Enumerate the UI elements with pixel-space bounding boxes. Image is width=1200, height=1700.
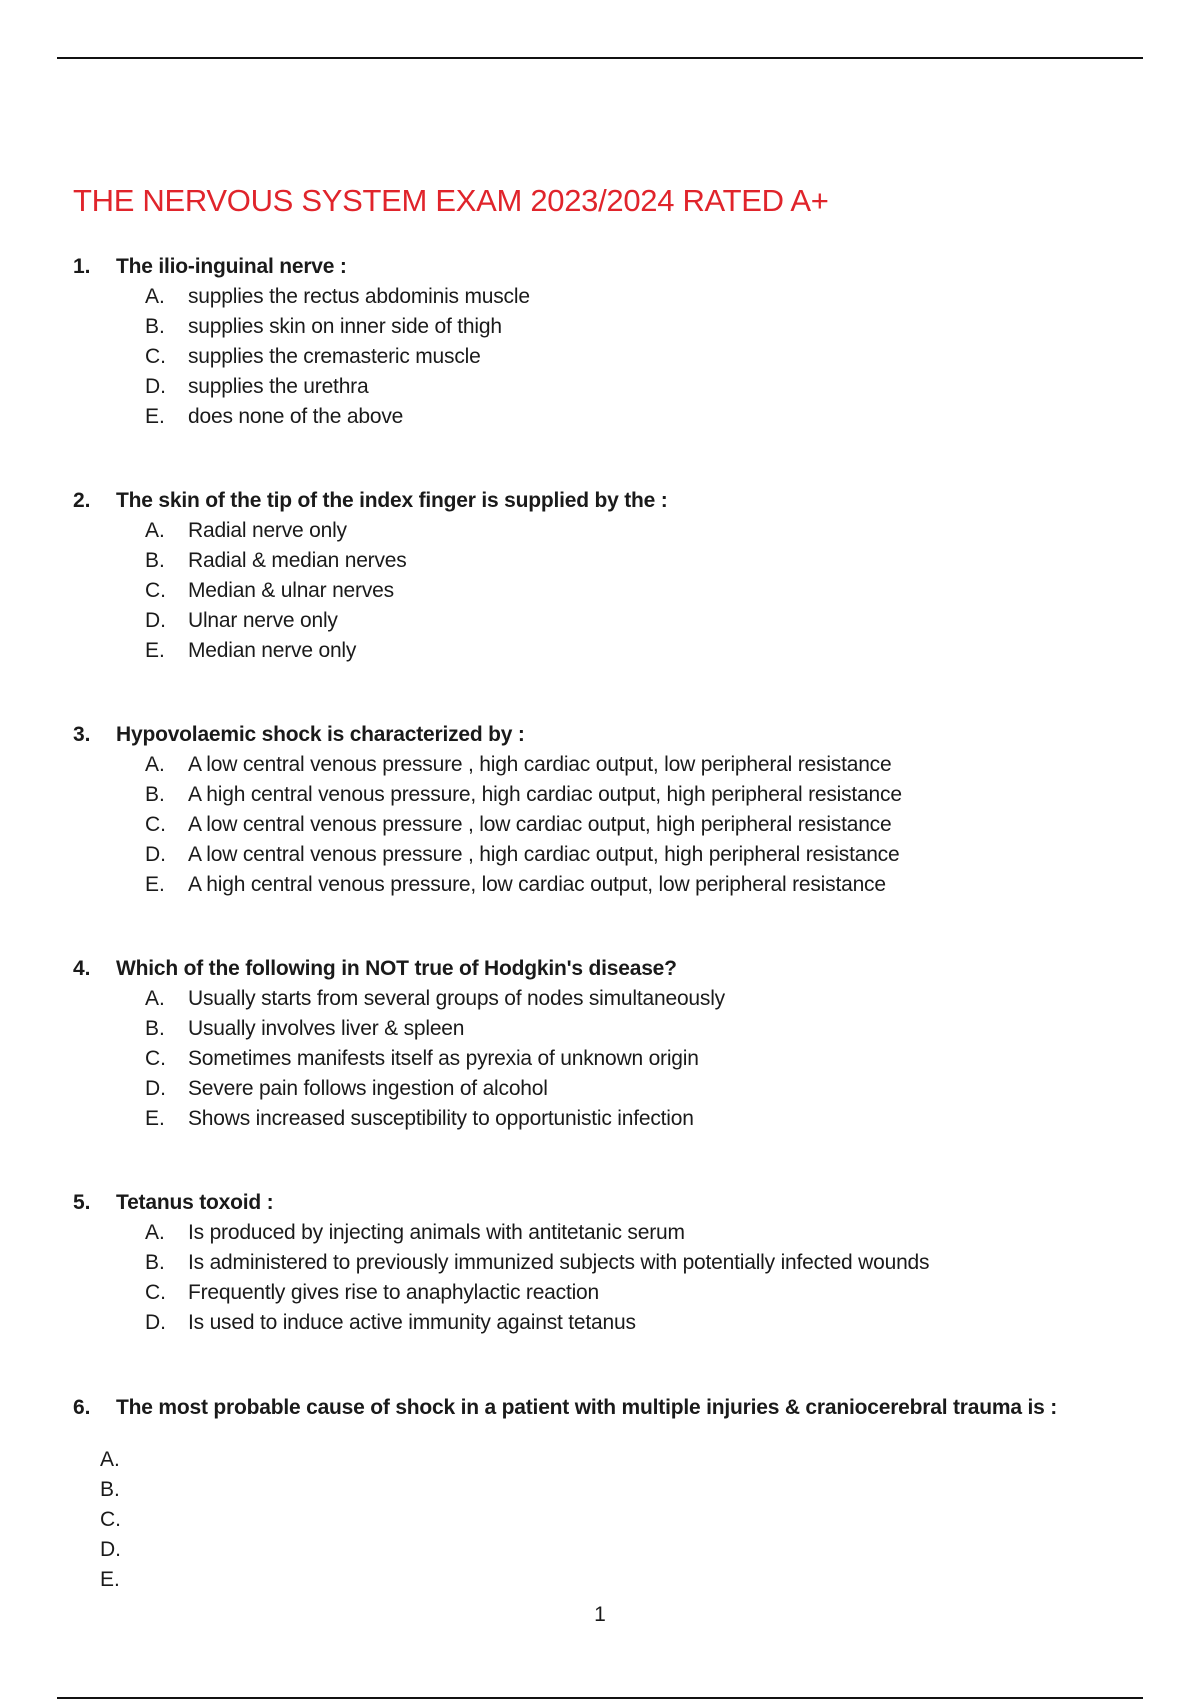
question-5 [73, 1188, 1153, 1338]
option-text: A high central venous pressure, high cardiac output, high peripheral resistance [188, 783, 902, 806]
option-text: Severe pain follows ingestion of alcohol [188, 1077, 548, 1100]
option-text: Median & ulnar nerves [188, 579, 394, 602]
question-4 [73, 954, 1153, 1134]
option-c [73, 1044, 1153, 1074]
option-list [73, 984, 1153, 1134]
option-d [73, 840, 1153, 870]
question-number: 1. [73, 255, 91, 278]
option-text: Is produced by injecting animals with antitetanic serum [188, 1221, 685, 1244]
option-letter: D. [100, 1538, 121, 1561]
option-letter: D. [145, 1311, 166, 1334]
option-letter: B. [145, 1017, 165, 1040]
option-text: Is administered to previously immunized subjects with potentially infected wounds [188, 1251, 930, 1274]
question-number: 3. [73, 723, 91, 746]
question-1 [73, 252, 1153, 432]
option-text: A low central venous pressure , high cardiac output, low peripheral resistance [188, 753, 892, 776]
option-letter: C. [145, 579, 166, 602]
option-a [73, 1218, 1153, 1248]
option-letter: D. [145, 843, 166, 866]
option-letter: B. [145, 315, 165, 338]
option-b [73, 1475, 1153, 1505]
option-letter: C. [100, 1508, 121, 1531]
option-letter: A. [145, 987, 165, 1010]
option-letter: A. [145, 285, 165, 308]
question-3 [73, 720, 1153, 900]
question-text: Hypovolaemic shock is characterized by : [116, 723, 525, 746]
option-c [73, 342, 1153, 372]
page-number: 1 [594, 1603, 606, 1626]
option-letter: D. [145, 609, 166, 632]
option-d [73, 606, 1153, 636]
question-6 [73, 1393, 1153, 1595]
option-d [73, 1535, 1153, 1565]
question-number: 6. [73, 1396, 91, 1419]
option-a [73, 750, 1153, 780]
option-list [73, 750, 1153, 900]
option-a [73, 984, 1153, 1014]
option-letter: A. [145, 519, 165, 542]
option-list [73, 1218, 1153, 1338]
option-text: Usually involves liver & spleen [188, 1017, 465, 1040]
option-c [73, 576, 1153, 606]
question-text: The most probable cause of shock in a patient with multiple injuries & craniocerebral trauma is : [116, 1396, 1057, 1419]
question-header [73, 252, 1153, 282]
option-letter: D. [145, 1077, 166, 1100]
question-header [73, 954, 1153, 984]
option-letter: C. [145, 1281, 166, 1304]
option-list [73, 282, 1153, 432]
option-text: Radial & median nerves [188, 549, 407, 572]
option-text: Is used to induce active immunity against tetanus [188, 1311, 636, 1334]
option-letter: E. [145, 405, 165, 428]
option-a [73, 516, 1153, 546]
question-text: The skin of the tip of the index finger is supplied by the : [116, 489, 668, 512]
option-letter: C. [145, 813, 166, 836]
option-d [73, 1074, 1153, 1104]
option-letter: C. [145, 345, 166, 368]
question-text: Tetanus toxoid : [116, 1191, 274, 1214]
option-a [73, 1445, 1153, 1475]
option-b [73, 1014, 1153, 1044]
option-text: supplies the cremasteric muscle [188, 345, 481, 368]
option-text: Sometimes manifests itself as pyrexia of unknown origin [188, 1047, 699, 1070]
option-e [73, 1104, 1153, 1134]
option-letter: D. [145, 375, 166, 398]
question-header [73, 720, 1153, 750]
option-letter: A. [145, 753, 165, 776]
question-number: 5. [73, 1191, 91, 1214]
option-b [73, 780, 1153, 810]
option-e [73, 636, 1153, 666]
option-text: A low central venous pressure , high cardiac output, high peripheral resistance [188, 843, 900, 866]
option-b [73, 546, 1153, 576]
option-text: A high central venous pressure, low cardiac output, low peripheral resistance [188, 873, 886, 896]
question-number: 2. [73, 489, 91, 512]
option-text: does none of the above [188, 405, 404, 428]
option-letter: E. [145, 639, 165, 662]
option-e [73, 1565, 1153, 1595]
option-text: Ulnar nerve only [188, 609, 338, 632]
option-letter: E. [145, 873, 165, 896]
option-text: supplies the rectus abdominis muscle [188, 285, 530, 308]
option-d [73, 1308, 1153, 1338]
option-b [73, 1248, 1153, 1278]
option-letter: B. [100, 1478, 120, 1501]
option-c [73, 810, 1153, 840]
option-letter: A. [145, 1221, 165, 1244]
option-a [73, 282, 1153, 312]
option-text: Frequently gives rise to anaphylactic reaction [188, 1281, 600, 1304]
option-text: supplies the urethra [188, 375, 369, 398]
option-e [73, 870, 1153, 900]
page-title: THE NERVOUS SYSTEM EXAM 2023/2024 RATED A+ [73, 183, 829, 218]
page-top-rule [57, 57, 1143, 59]
question-number: 4. [73, 957, 91, 980]
option-text: Radial nerve only [188, 519, 347, 542]
page-bottom-rule [57, 1697, 1143, 1699]
question-header [73, 486, 1153, 516]
option-letter: E. [100, 1568, 120, 1591]
option-letter: E. [145, 1107, 165, 1130]
option-d [73, 372, 1153, 402]
question-text: Which of the following in NOT true of Hodgkin's disease? [116, 957, 677, 980]
option-letter: B. [145, 783, 165, 806]
option-letter: C. [145, 1047, 166, 1070]
option-b [73, 312, 1153, 342]
option-list [73, 1445, 1153, 1595]
option-c [73, 1505, 1153, 1535]
question-header [73, 1393, 1153, 1423]
option-letter: B. [145, 1251, 165, 1274]
question-2 [73, 486, 1153, 666]
option-list [73, 516, 1153, 666]
option-letter: B. [145, 549, 165, 572]
option-text: Shows increased susceptibility to opportunistic infection [188, 1107, 694, 1130]
option-text: A low central venous pressure , low cardiac output, high peripheral resistance [188, 813, 892, 836]
option-e [73, 402, 1153, 432]
option-c [73, 1278, 1153, 1308]
question-header [73, 1188, 1153, 1218]
option-text: supplies skin on inner side of thigh [188, 315, 502, 338]
option-text: Median nerve only [188, 639, 357, 662]
question-text: The ilio-inguinal nerve : [116, 255, 347, 278]
option-letter: A. [100, 1448, 120, 1471]
option-text: Usually starts from several groups of nodes simultaneously [188, 987, 725, 1010]
